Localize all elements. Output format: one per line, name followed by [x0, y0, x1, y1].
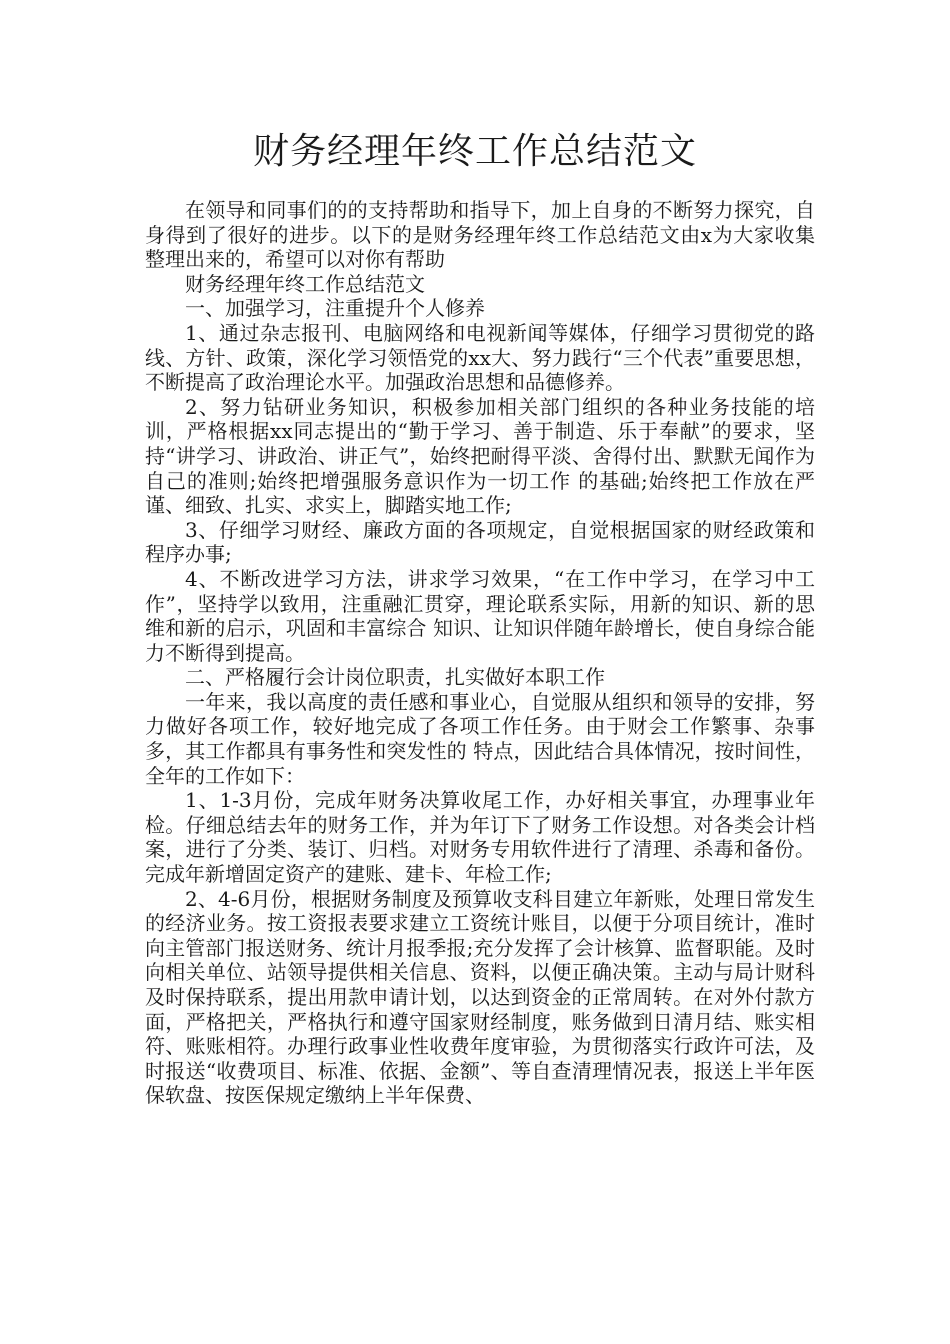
section-heading-1: 一、加强学习，注重提升个人修养 [185, 296, 485, 321]
document-body [145, 198, 815, 1108]
body-paragraph: 2、努力钻研业务知识，积极参加相关部门组织的各种业务技能的培训，严格根据xx同志提出的“勤于学习、善于制造、乐于奉献”的要求，坚持“讲学习、讲政治、讲正气”，始终把耐得平淡、舍得付出、默默无闻作为自己的准则;始终把增强服务意识作为一切工作 的基础;始终把工作放在严谨、细致、扎实、求实上，脚踏实地工作; [145, 394, 815, 518]
subtitle-line: 财务经理年终工作总结范文 [185, 271, 425, 296]
body-paragraph: 一年来，我以高度的责任感和事业心，自觉服从组织和领导的安排，努力做好各项工作，较好地完成了各项工作任务。由于财会工作繁事、杂事多，其工作都具有事务性和突发性的 特点，因此结合具体情况，按时间性，全年的工作如下： [145, 689, 815, 788]
body-paragraph: 2、4-6月份，根据财务制度及预算收支科目建立年新账，处理日常发生的经济业务。按工资报表要求建立工资统计账目，以便于分项目统计，准时向主管部门报送财务、统计月报季报;充分发挥了会计核算、监督职能。及时向相关单位、站领导提供相关信息、资料，以便正确决策。主动与局计财科及时保持联系，提出用款申请计划，以达到资金的正常周转。在对外付款方面，严格把关，严格执行和遵守国家财经制度，账务做到日清月结、账实相符、账账相符。办理行政事业性收费年度审验，为贯彻落实行政许可法，及时报送“收费项目、标准、依据、金额”、等自查清理情况表，报送上半年医保软盘、按医保规定缴纳上半年保费、 [145, 886, 815, 1108]
body-paragraph: 4、不断改进学习方法，讲求学习效果，“在工作中学习，在学习中工作”，坚持学以致用，注重融汇贯穿，理论联系实际，用新的知识、新的思维和新的启示，巩固和丰富综合 知识、让知识伴随年龄增长，使自身综合能力不断得到提高。 [145, 566, 815, 665]
body-paragraph: 1、通过杂志报刊、电脑网络和电视新闻等媒体，仔细学习贯彻党的路线、方针、政策，深化学习领悟党的xx大、努力践行“三个代表”重要思想，不断提高了政治理论水平。加强政治思想和品德修养。 [145, 320, 815, 395]
document-title: 财务经理年终工作总结范文 [252, 131, 697, 172]
section-heading-2: 二、严格履行会计岗位职责，扎实做好本职工作 [185, 665, 605, 690]
intro-paragraph: 在领导和同事们的的支持帮助和指导下，加上自身的不断努力探究，自身得到了很好的进步。以下的是财务经理年终工作总结范文由x为大家收集整理出来的，希望可以对你有帮助 [145, 198, 815, 272]
body-paragraph: 1、1-3月份，完成年财务决算收尾工作，办好相关事宜，办理事业年检。仔细总结去年的财务工作，并为年订下了财务工作设想。对各类会计档案，进行了分类、装订、归档。对财务专用软件进行了清理、杀毒和备份。完成年新增固定资产的建账、建卡、年检工作; [145, 788, 815, 887]
body-paragraph: 3、仔细学习财经、廉政方面的各项规定，自觉根据国家的财经政策和程序办事; [145, 517, 815, 567]
